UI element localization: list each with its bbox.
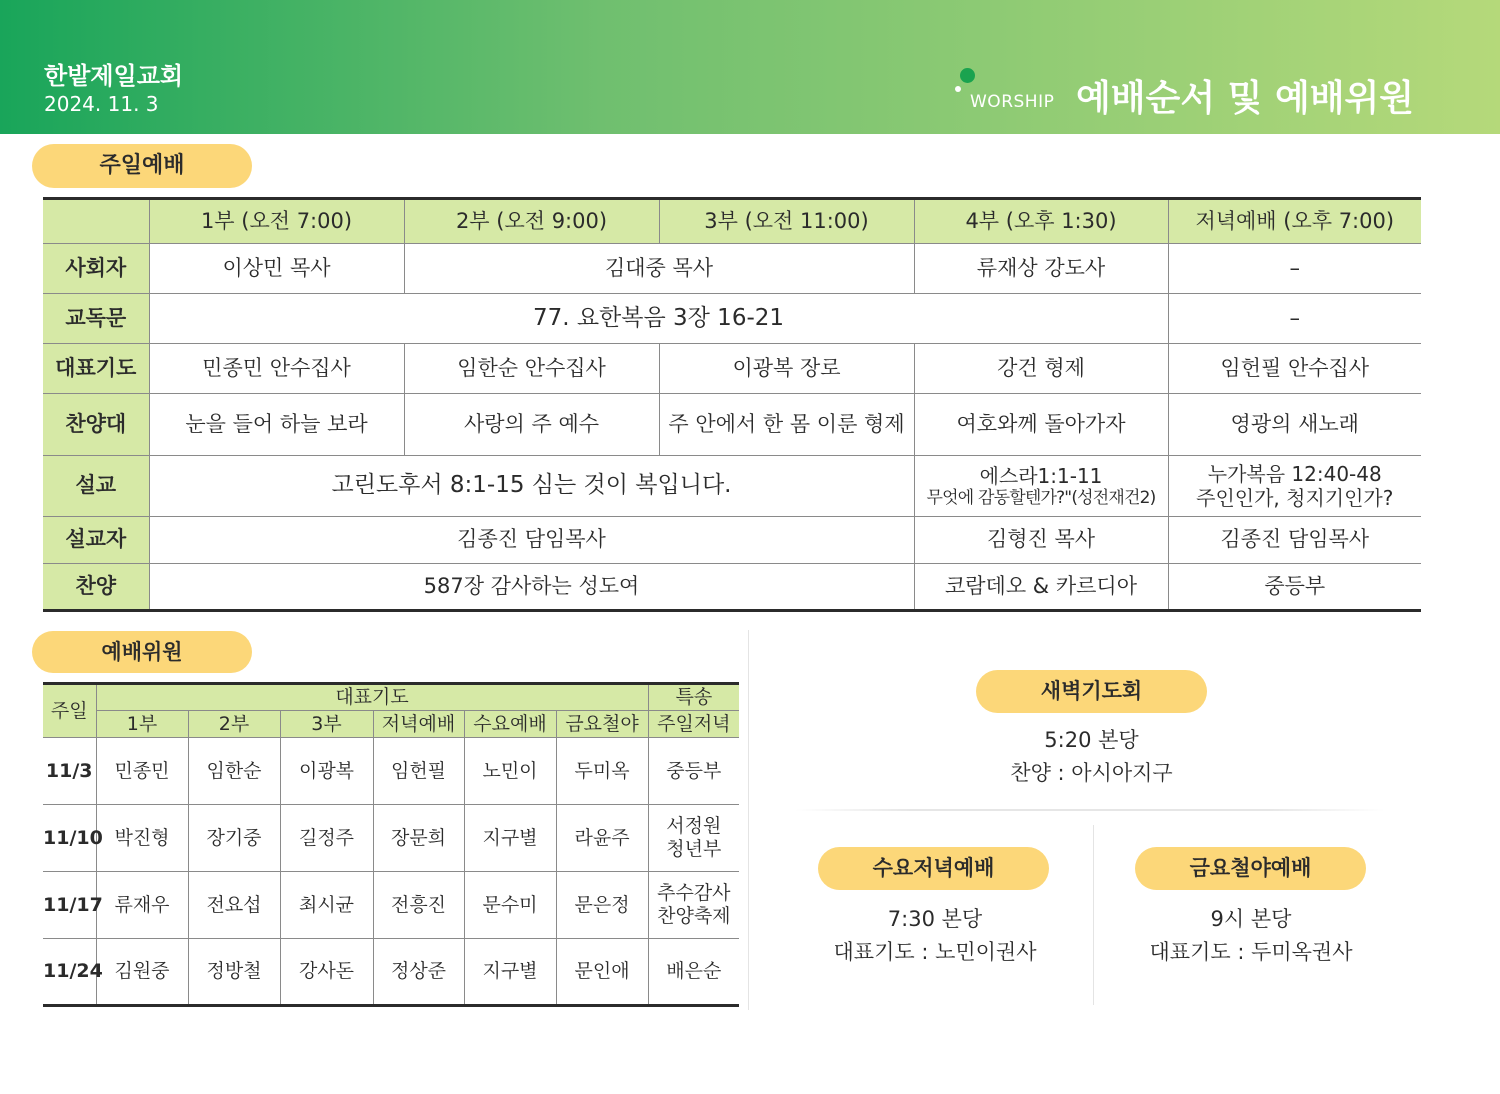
dawn-prayer-label: 새벽기도회 (976, 670, 1207, 713)
special-line: 서정원 (666, 815, 722, 838)
worship-label: WORSHIP (970, 92, 1055, 112)
table-cell: 중등부 (1168, 564, 1421, 611)
table-cell: 민종민 (96, 738, 188, 805)
bulletin-date: 2024. 11. 3 (44, 92, 159, 116)
table-cell: 이광복 (280, 738, 373, 805)
table-row (43, 517, 1421, 564)
date-header: 주일 (43, 684, 96, 738)
special-line: 배은순 (666, 960, 722, 983)
table-cell: 박진형 (96, 805, 188, 872)
table-header-row (43, 684, 739, 711)
table-cell: 사랑의 주 예수 (404, 394, 659, 456)
sermon-text: 누가복음 12:40-48 (1207, 462, 1382, 486)
column-header: 금요철야 (556, 711, 648, 738)
table-cell: – (1168, 294, 1421, 344)
table-cell: 임한순 안수집사 (404, 344, 659, 394)
table-cell: 영광의 새노래 (1168, 394, 1421, 456)
column-header: 1부 (오전 7:00) (149, 199, 404, 244)
table-cell: 두미옥 (556, 738, 648, 805)
friday-service-info (1105, 903, 1397, 969)
table-row (43, 344, 1421, 394)
table-cell: 전요섭 (188, 872, 280, 939)
table-cell: 이상민 목사 (149, 244, 404, 294)
sermon-text: 에스라1:1-11 (979, 463, 1103, 488)
table-cell: 노민이 (464, 738, 556, 805)
table-cell: 문은정 (556, 872, 648, 939)
info-line: 찬양 : 아시아지구 (1010, 761, 1173, 785)
info-line: 대표기도 : 노민이권사 (833, 940, 1037, 964)
small-dot-icon (955, 86, 961, 92)
table-cell: 전흥진 (373, 872, 464, 939)
special-line: 중등부 (666, 759, 722, 782)
table-subheader-row (43, 711, 739, 738)
table-row (43, 564, 1421, 611)
table-cell: 문수미 (464, 872, 556, 939)
table-cell: 라윤주 (556, 805, 648, 872)
column-header: 수요예배 (464, 711, 556, 738)
table-cell: 이광복 장로 (659, 344, 914, 394)
column-header: 주일저녁 (648, 711, 739, 738)
table-cell: 길정주 (280, 805, 373, 872)
date-cell: 11/17 (43, 872, 96, 939)
page-title: 예배순서 및 예배위원 (1076, 78, 1415, 119)
column-header: 저녁예배 (373, 711, 464, 738)
table-row (43, 939, 739, 1006)
table-cell: 지구별 (464, 805, 556, 872)
table-cell: 정상준 (373, 939, 464, 1006)
table-cell: 정방철 (188, 939, 280, 1006)
table-row (43, 456, 1421, 517)
column-header: 4부 (오후 1:30) (914, 199, 1168, 244)
table-cell (914, 456, 1168, 517)
divider (748, 630, 749, 1010)
table-cell: 고린도후서 8:1-15 심는 것이 복입니다. (149, 456, 914, 517)
date-cell: 11/3 (43, 738, 96, 805)
column-header: 2부 (오전 9:00) (404, 199, 659, 244)
column-header: 3부 (280, 711, 373, 738)
wednesday-service-info (790, 903, 1080, 969)
sermon-title: 주인인가, 청지기인가? (1196, 486, 1394, 510)
row-header: 찬양대 (43, 394, 149, 456)
table-cell: 강사돈 (280, 939, 373, 1006)
corner-cell (43, 199, 149, 244)
info-line: 대표기도 : 두미옥권사 (1149, 940, 1353, 964)
table-cell: 문인애 (556, 939, 648, 1006)
special-cell (648, 872, 739, 939)
column-header: 2부 (188, 711, 280, 738)
date-cell: 11/24 (43, 939, 96, 1006)
table-cell: 눈을 들어 하늘 보라 (149, 394, 404, 456)
table-cell: 김형진 목사 (914, 517, 1168, 564)
table-cell (1168, 456, 1421, 517)
table-cell: 587장 감사하는 성도여 (149, 564, 914, 611)
row-header: 대표기도 (43, 344, 149, 394)
table-row (43, 872, 739, 939)
special-cell (648, 805, 739, 872)
friday-service-label: 금요철야예배 (1135, 847, 1366, 890)
info-line: 5:20 본당 (1044, 728, 1139, 752)
special-line: 찬양축제 (657, 905, 731, 927)
table-row (43, 805, 739, 872)
row-header: 설교자 (43, 517, 149, 564)
column-header: 1부 (96, 711, 188, 738)
row-header: 사회자 (43, 244, 149, 294)
table-cell: 강건 형제 (914, 344, 1168, 394)
special-header: 특송 (648, 684, 739, 711)
worship-staff-table (43, 682, 739, 1007)
date-cell: 11/10 (43, 805, 96, 872)
table-cell: 임한순 (188, 738, 280, 805)
table-cell: 코람데오 & 카르디아 (914, 564, 1168, 611)
table-cell: 77. 요한복음 3장 16-21 (149, 294, 1168, 344)
table-cell: 임헌필 (373, 738, 464, 805)
worship-staff-label: 예배위원 (32, 631, 252, 673)
table-cell: 류재우 (96, 872, 188, 939)
table-cell: 최시균 (280, 872, 373, 939)
table-row (43, 244, 1421, 294)
special-cell (648, 738, 739, 805)
column-header: 저녁예배 (오후 7:00) (1168, 199, 1421, 244)
table-cell: 장문희 (373, 805, 464, 872)
dot-icon (960, 68, 975, 83)
table-row (43, 738, 739, 805)
table-cell: 여호와께 돌아가자 (914, 394, 1168, 456)
sunday-service-table (43, 197, 1421, 612)
wednesday-service-label: 수요저녁예배 (818, 847, 1049, 890)
table-header-row (43, 199, 1421, 244)
info-line: 7:30 본당 (887, 907, 983, 931)
column-header: 3부 (오전 11:00) (659, 199, 914, 244)
table-row (43, 394, 1421, 456)
dawn-prayer-info (950, 724, 1233, 790)
header-banner (0, 0, 1500, 134)
special-line: 추수감사 (657, 882, 731, 905)
special-cell (648, 939, 739, 1006)
sermon-title: 무엇에 감동할텐가?"(성전재건2) (926, 487, 1156, 508)
prayer-header: 대표기도 (96, 684, 648, 711)
special-line: 청년부 (666, 838, 722, 860)
table-cell: 김종진 담임목사 (149, 517, 914, 564)
church-name: 한밭제일교회 (44, 62, 184, 90)
row-header: 찬양 (43, 564, 149, 611)
row-header: 교독문 (43, 294, 149, 344)
table-cell: 김종진 담임목사 (1168, 517, 1421, 564)
table-cell: 민종민 안수집사 (149, 344, 404, 394)
table-cell: 장기중 (188, 805, 280, 872)
table-cell: 주 안에서 한 몸 이룬 형제 (659, 394, 914, 456)
sunday-service-label: 주일예배 (32, 144, 252, 188)
info-line: 9시 본당 (1210, 907, 1292, 931)
table-cell: 류재상 강도사 (914, 244, 1168, 294)
table-cell: 김대중 목사 (404, 244, 914, 294)
divider (1093, 825, 1094, 1005)
table-cell: – (1168, 244, 1421, 294)
table-cell: 김원중 (96, 939, 188, 1006)
divider (795, 809, 1385, 811)
table-cell: 임헌필 안수집사 (1168, 344, 1421, 394)
row-header: 설교 (43, 456, 149, 517)
table-cell: 지구별 (464, 939, 556, 1006)
table-row (43, 294, 1421, 344)
